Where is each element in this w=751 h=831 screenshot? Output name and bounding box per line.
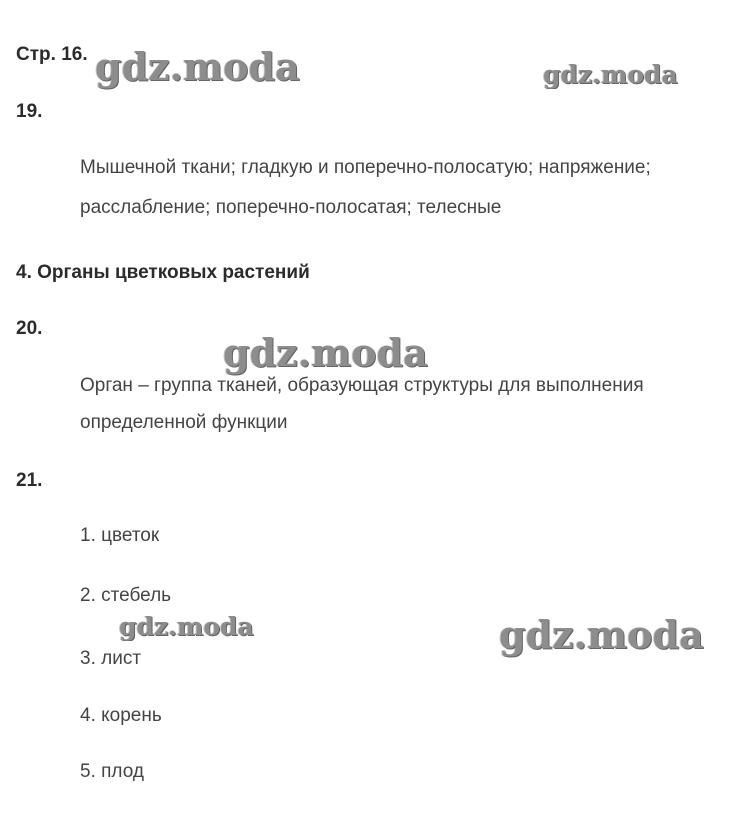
- watermark: gdz.moda: [119, 612, 254, 641]
- chapter-title: 4. Органы цветковых растений: [16, 262, 310, 283]
- list-item-root: 4. корень: [80, 705, 162, 726]
- question-19-number: 19.: [16, 101, 43, 122]
- question-20-answer-line1: Орган – группа тканей, образующая структуры для выполнения: [80, 375, 644, 396]
- list-item-flower: 1. цветок: [80, 525, 160, 546]
- question-19-answer: [80, 148, 651, 228]
- list-item-leaf: 3. лист: [80, 648, 142, 669]
- list-item-stem: 2. стебель: [80, 585, 172, 606]
- watermark: gdz.moda: [499, 612, 704, 657]
- question-19-answer-line2: расслабление; поперечно-полосатая; телесные: [80, 197, 502, 218]
- question-21-number: 21.: [16, 470, 43, 491]
- list-item-fruit: 5. плод: [80, 761, 144, 782]
- watermark: gdz.moda: [95, 44, 300, 89]
- watermark: gdz.moda: [223, 330, 428, 375]
- question-19-answer-line1: Мышечной ткани; гладкую и поперечно-полосатую; напряжение;: [80, 157, 651, 178]
- question-20-number: 20.: [16, 318, 43, 339]
- page-reference: Стр. 16.: [16, 44, 88, 65]
- watermark: gdz.moda: [543, 60, 678, 89]
- question-20-answer: [80, 367, 644, 441]
- question-20-answer-line2: определенной функции: [80, 412, 288, 433]
